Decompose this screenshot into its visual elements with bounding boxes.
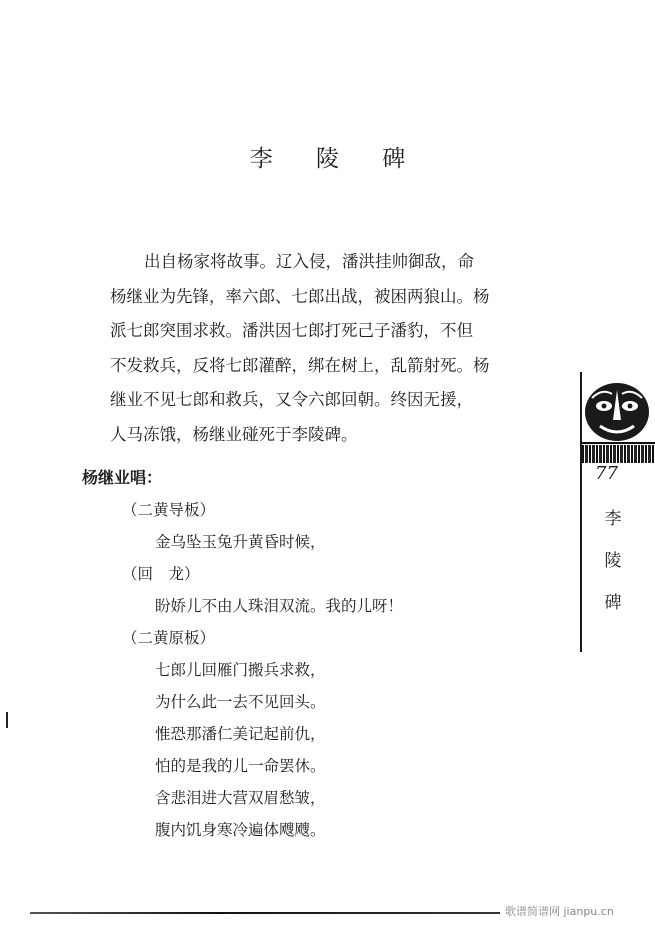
lyric-line: 怕的是我的儿一命罢休。 [155, 757, 326, 775]
bottom-rule [30, 912, 500, 914]
lyric-line: 腹内饥身寒冷遍体飕飕。 [155, 821, 326, 839]
side-title-char: 陵 [604, 551, 622, 571]
lyric-line: 金乌坠玉兔升黄昏时候， [155, 533, 326, 551]
lyric-line: 七郎儿回雁门搬兵求救， [155, 661, 326, 679]
intro-line: 人马冻饿，杨继业碰死于李陵碑。 [110, 424, 358, 444]
singer-heading: 杨继业唱： [82, 468, 163, 487]
opera-mask-icon [582, 380, 652, 444]
side-band [582, 445, 655, 463]
lyric-tune-label: （二黄导板） [122, 501, 216, 519]
page-title: 李 陵 碑 [249, 146, 424, 172]
lyric-tune-label: （回 龙） [122, 565, 200, 583]
page-number: 77 [595, 463, 618, 484]
intro-line: 派七郎突围求救。潘洪因七郎打死己子潘豹，不但 [110, 321, 473, 340]
intro-line: 不发救兵，反将七郎灌醉，绑在树上，乱箭射死。杨 [110, 355, 490, 375]
intro-paragraph [110, 245, 555, 452]
lyric-tune-label: （二黄原板） [122, 629, 216, 647]
side-band-line [582, 442, 655, 444]
intro-line: 杨继业为先锋，率六郎、七郎出战，被困两狼山。杨 [110, 286, 490, 306]
side-title-char: 李 [604, 509, 622, 529]
watermark: 歌谱简谱网 jianpu.cn [505, 905, 614, 918]
lyric-line: 为什么此一去不见回头。 [155, 693, 326, 711]
intro-line: 出自杨家将故事。辽入侵，潘洪挂帅御敌，命 [144, 252, 474, 271]
intro-line: 继业不见七郎和救兵，又令六郎回朝。终因无援， [110, 390, 473, 409]
lyric-line: 盼娇儿不由人珠泪双流。我的儿呀！ [155, 597, 404, 615]
margin-mark [6, 712, 8, 728]
lyric-line: 惟恐那潘仁美记起前仇， [155, 725, 326, 743]
lyric-line: 含悲泪进大营双眉愁皱， [155, 789, 326, 807]
side-title-char: 碑 [604, 593, 622, 613]
side-title [600, 498, 626, 624]
